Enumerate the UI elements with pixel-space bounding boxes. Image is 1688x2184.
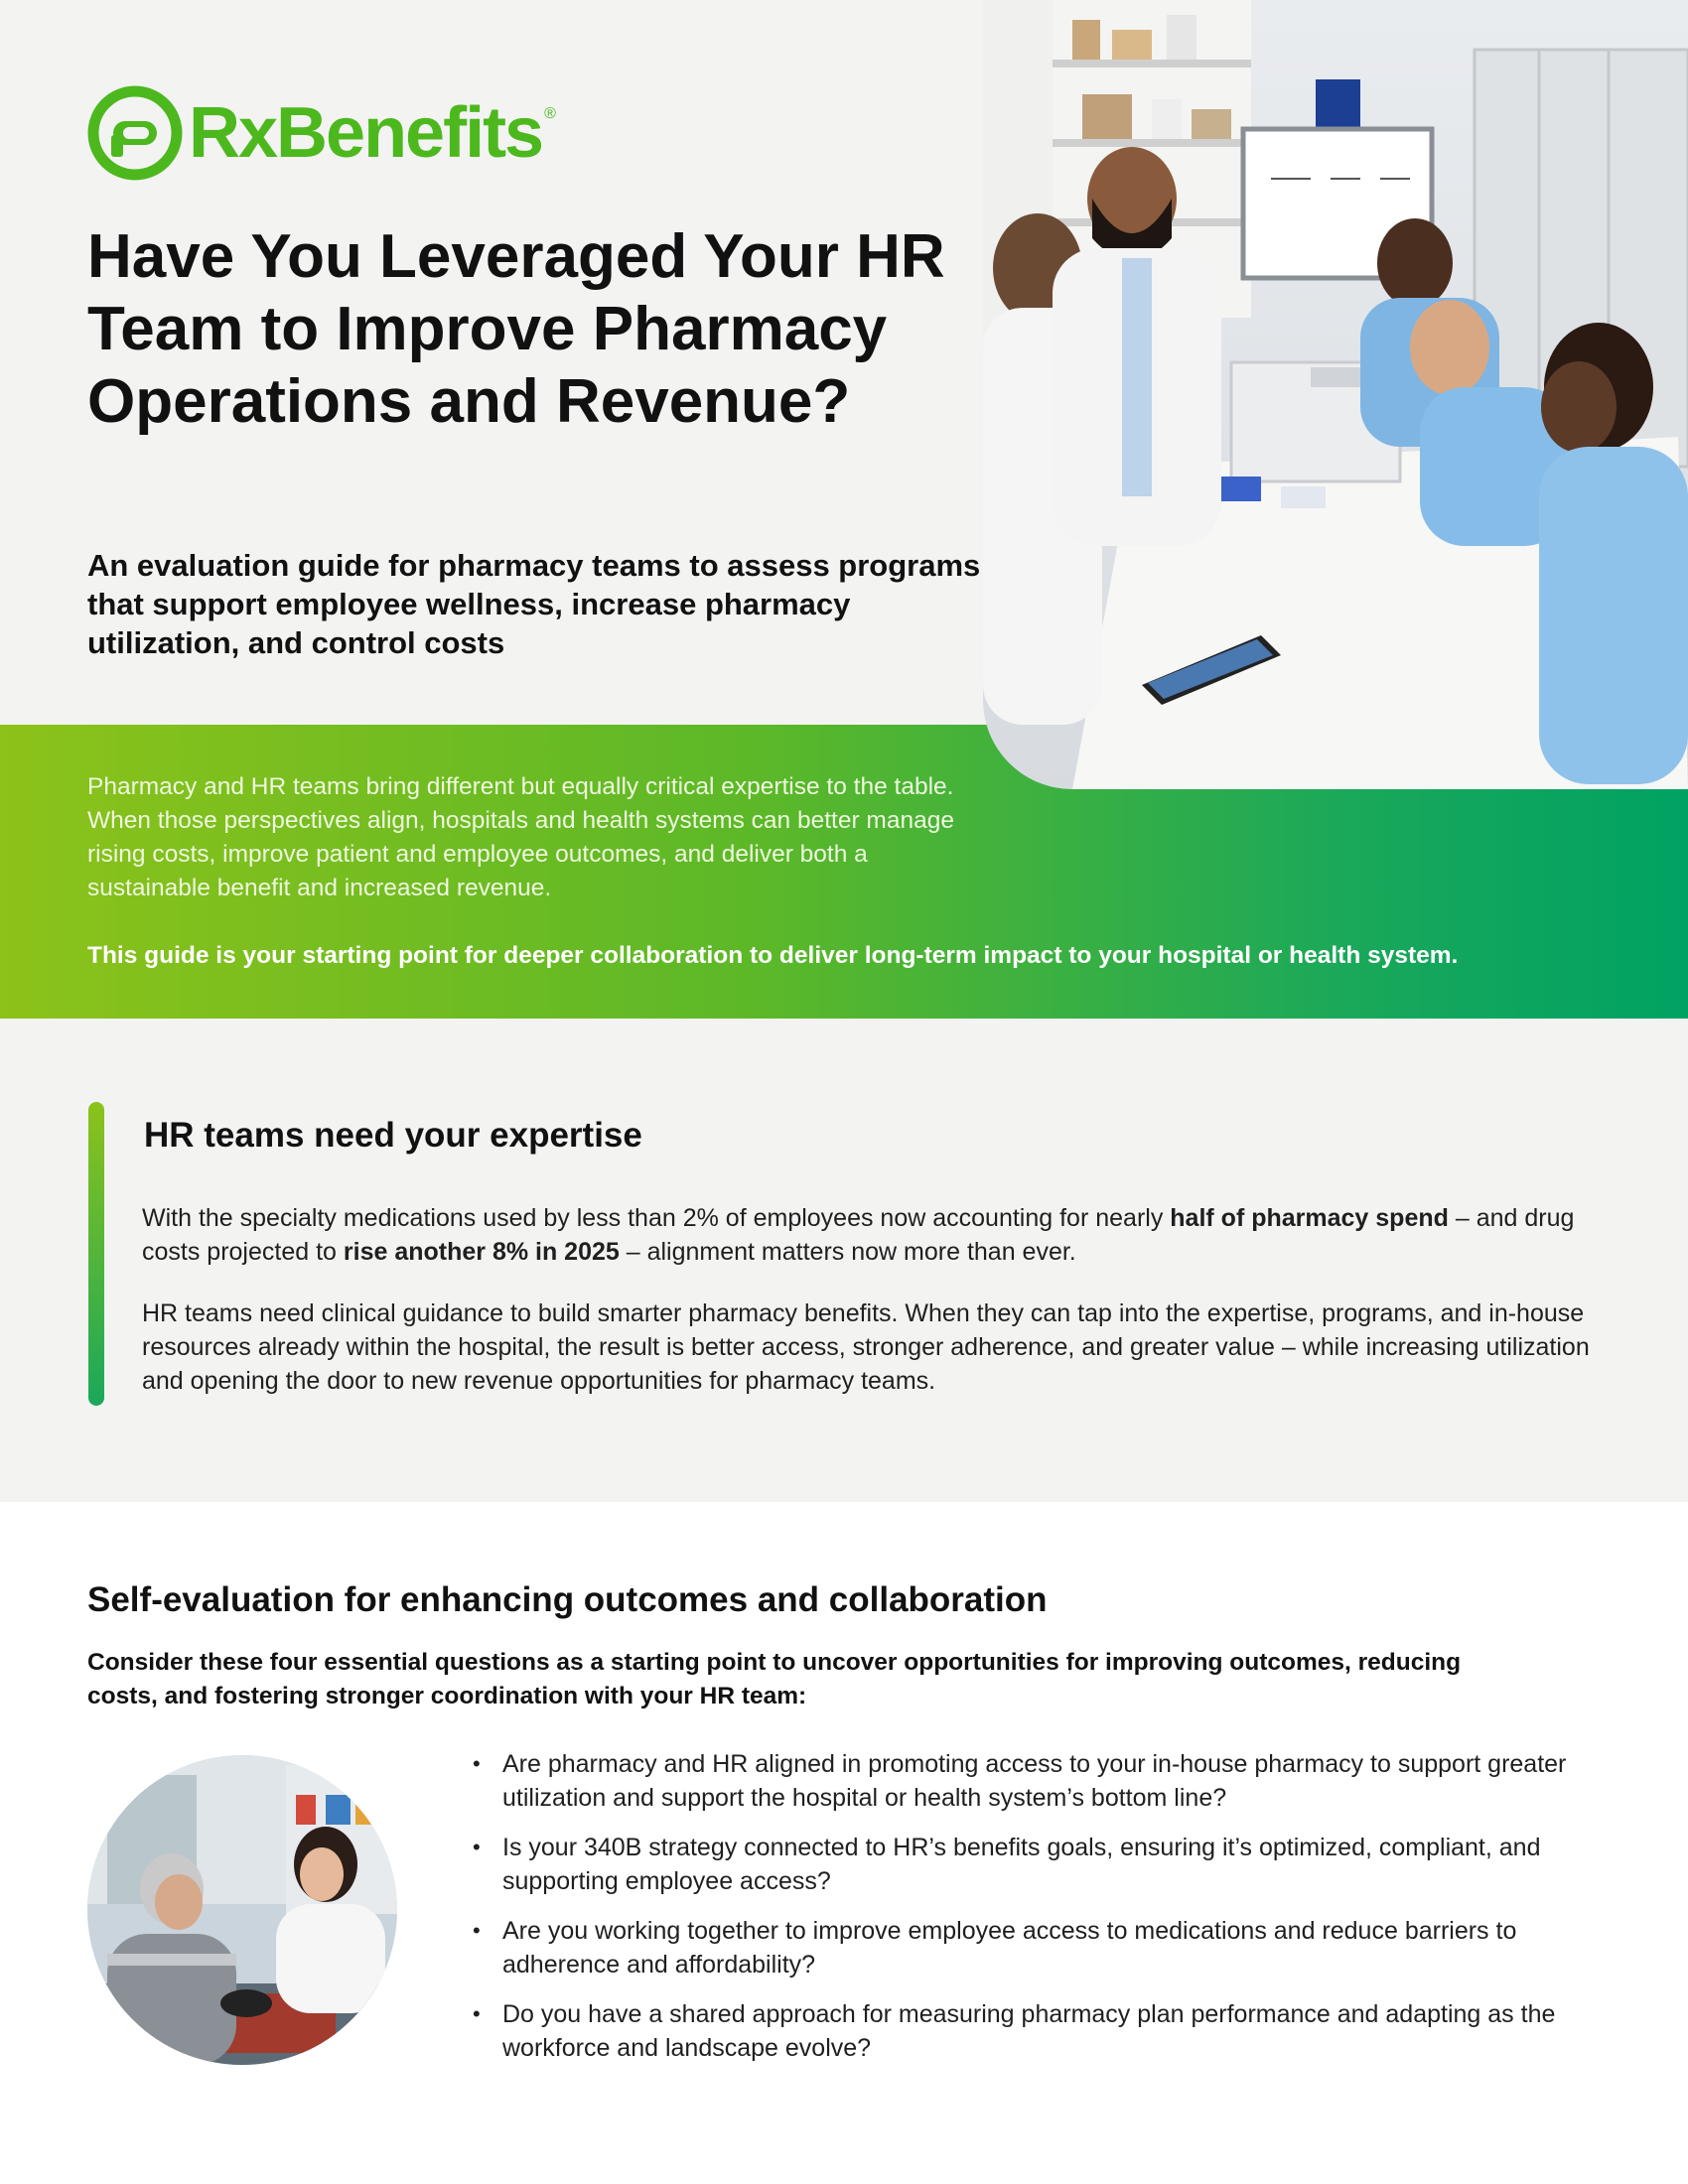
page-title: Have You Leveraged Your HR Team to Improve Pharmacy Operations and Revenue? xyxy=(87,222,945,436)
question-text: Are pharmacy and HR aligned in promoting access to your in-house pharmacy to support greater utilization and support the hospital or health system’s bottom line? xyxy=(502,1750,1567,1812)
intro-text: Pharmacy and HR teams bring different but equally critical expertise to the table. When those perspectives align, hospitals and health systems can better manage rising costs, improve patient and employee outcomes, and deliver both a sustainable benefit and increased revenue. xyxy=(87,773,954,901)
bullet: • xyxy=(473,1918,481,1943)
p1-text-a: With the specialty medications used by less than 2% of employees now accounting for nearly xyxy=(142,1204,1171,1232)
p1-text-c: – and drug costs projected to xyxy=(142,1204,1575,1266)
bullet: • xyxy=(473,1835,481,1859)
brand-name: RxBenefits xyxy=(189,93,543,173)
expertise-section xyxy=(0,1019,1688,1502)
expertise-paragraph-1 xyxy=(142,1201,1612,1269)
accent-bar xyxy=(88,1102,104,1406)
question-item xyxy=(467,1747,1589,1815)
rx-logo-mark-icon xyxy=(87,85,183,181)
expertise-heading: HR teams need your expertise xyxy=(144,1116,642,1155)
question-text: Are you working together to improve employee access to medications and reduce barriers to adherence and affordability? xyxy=(502,1917,1517,1979)
intro-callout: This guide is your starting point for deeper collaboration to deliver long-term impact to your hospital or health system. xyxy=(87,942,1459,969)
registered-mark: ® xyxy=(544,105,556,122)
pharmacist-patient-photo xyxy=(87,1755,397,2065)
question-text: Do you have a shared approach for measuring pharmacy plan performance and adapting as the workforce and landscape evolve? xyxy=(502,2000,1556,2062)
question-text: Is your 340B strategy connected to HR’s benefits goals, ensuring it’s optimized, compliant, and supporting employee access? xyxy=(502,1834,1541,1895)
self-evaluation-heading: Self-evaluation for enhancing outcomes and collaboration xyxy=(87,1580,1048,1619)
p1-emphasis-spend: half of pharmacy spend xyxy=(1170,1204,1449,1232)
self-evaluation-intro: Consider these four essential questions as a starting point to uncover opportunities for improving outcomes, reducing costs, and fostering stronger coordination with your HR team: xyxy=(87,1649,1462,1709)
question-item xyxy=(467,1914,1589,1981)
bullet: • xyxy=(473,2001,481,2026)
evaluation-questions-list xyxy=(467,1747,1589,2081)
p1-emphasis-rise: rise another 8% in 2025 xyxy=(343,1238,620,1266)
expertise-paragraph-2: HR teams need clinical guidance to build smarter pharmacy benefits. When they can tap into the expertise, programs, and in-house resources already within the hospital, the result is better access, stronger adherence, and greater value – while increasing utilization and opening the door to new revenue opportunities for pharmacy teams. xyxy=(142,1299,1590,1395)
p1-text-e: – alignment matters now more than ever. xyxy=(619,1238,1076,1266)
rxbenefits-logo xyxy=(87,85,556,181)
page-subtitle: An evaluation guide for pharmacy teams to assess programs that support employee wellness, increase pharmacy utilization, and control costs xyxy=(87,548,981,660)
question-item xyxy=(467,1831,1589,1898)
pharmacy-team-photo xyxy=(983,0,1688,789)
bullet: • xyxy=(473,1751,481,1776)
question-item xyxy=(467,1997,1589,2065)
